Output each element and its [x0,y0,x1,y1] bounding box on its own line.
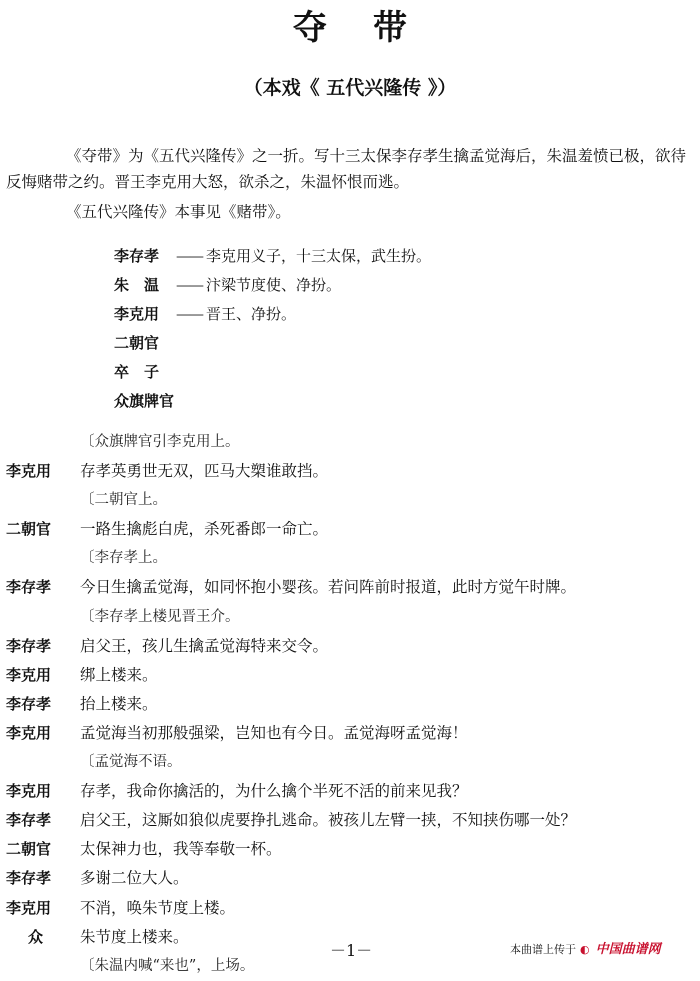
dialogue-text: 一路生擒彪白虎，杀死番郎一命亡。 [80,520,329,539]
dialogue-text: 抬上楼来。 [80,694,158,713]
cast-description: 汴梁节度使、净扮。 [206,276,342,294]
dialogue-text: 绑上楼来。 [80,665,158,684]
cast-description: 李克用义子，十三太保，武生扮。 [206,247,432,265]
stage-direction: 〔朱温内喊“来也”，上场。 [80,957,255,974]
dialogue-text: 存孝，我命你擒活的，为什么擒个半死不活的前来见我？ [80,782,468,801]
intro-paragraph-1: 《夺带》为《五代兴隆传》之一折。写十三太保李存孝生擒孟觉海后，朱温羞愤已极，欲待反悔赌带之约。晋王李克用大怒，欲杀之，朱温怀恨而逃。 [6,147,687,191]
dialogue-line [0,719,700,748]
dialogue-line [0,835,700,864]
cast-name: 李存孝 [114,247,160,265]
cast-item [114,271,674,300]
page-subtitle: （本戏《 五代兴隆传 》） [243,77,457,99]
stage-direction-line [0,544,700,573]
cast-name: 众旗牌官 [114,392,175,410]
cast-separator: —— [176,305,202,323]
cast-item [114,387,674,416]
dialogue-line [0,632,700,661]
stage-direction: 〔二朝官上。 [80,492,167,509]
cast-separator: —— [176,276,202,294]
speaker-name: 李克用 [6,782,52,801]
speaker-name: 二朝官 [6,520,52,539]
stage-direction-line [0,603,700,632]
stage-direction-line [0,486,700,515]
speaker-name: 李克用 [6,462,52,481]
speaker-name: 李克用 [6,723,52,742]
dialogue-text: 存孝英勇世无双，匹马大槊谁敢挡。 [80,462,329,481]
stage-direction: 〔李存孝上楼见晋王介。 [80,608,240,625]
speaker-name: 李存孝 [6,811,52,830]
dialogue-line [0,690,700,719]
dialogue-line [0,515,700,544]
site-logo-icon: ◐ [580,943,590,956]
dialogue-line [0,573,700,602]
cast-name: 二朝官 [114,334,160,352]
dialogue-line [0,806,700,835]
dialogue-line [0,457,700,486]
cast-item [114,358,674,387]
cast-item [114,300,674,329]
script-body [0,428,700,981]
speaker-name: 众 [28,927,44,946]
stage-direction-line [0,428,700,457]
stage-direction: 〔众旗牌官引李克用上。 [80,434,240,450]
speaker-name: 李克用 [6,898,52,917]
cast-item [114,242,674,271]
cast-description: 晋王、净扮。 [206,305,297,323]
cast-separator: —— [176,247,202,265]
dialogue-text: 孟觉海当初那般强梁，岂知也有今日。孟觉海呀孟觉海！ [80,723,468,742]
speaker-name: 李存孝 [6,636,52,655]
watermark-text: 本曲谱上传于 [510,943,576,956]
dialogue-text: 启父王，这厮如狼似虎要挣扎逃命。被孩儿左臂一挟，不知挟伤哪一处？ [80,811,577,830]
cast-list [114,242,674,416]
stage-direction: 〔李存孝上。 [80,550,167,567]
dialogue-text: 太保神力也，我等奉敬一杯。 [80,840,282,859]
dialogue-line [0,661,700,690]
speaker-name: 李存孝 [6,578,52,597]
page-number: －1－ [330,941,373,960]
dialogue-text: 不消，唤朱节度上楼。 [80,898,236,917]
dialogue-text: 启父王，孩儿生擒孟觉海特来交令。 [80,636,329,655]
dialogue-line [0,894,700,923]
speaker-name: 二朝官 [6,840,52,859]
intro-paragraph-2: 《五代兴隆传》本事见《赌带》。 [66,203,291,221]
dialogue-text: 今日生擒孟觉海，如同怀抱小婴孩。若问阵前时报道，此时方觉午时牌。 [80,578,577,597]
stage-direction: 〔孟觉海不语。 [80,754,182,771]
dialogue-text: 朱节度上楼来。 [80,927,189,946]
speaker-name: 李克用 [6,665,52,684]
speaker-name: 李存孝 [6,869,52,888]
site-watermark [510,940,661,960]
page-title: 夺带 [293,8,453,48]
site-logo-text: 中国曲谱网 [595,942,661,957]
cast-name: 李克用 [114,305,160,323]
cast-name: 卒 子 [114,363,160,381]
cast-name: 朱 温 [114,276,160,294]
dialogue-line [0,864,700,893]
speaker-name: 李存孝 [6,694,52,713]
cast-item [114,329,674,358]
stage-direction-line [0,748,700,777]
dialogue-line [0,777,700,806]
dialogue-text: 多谢二位大人。 [80,869,189,888]
